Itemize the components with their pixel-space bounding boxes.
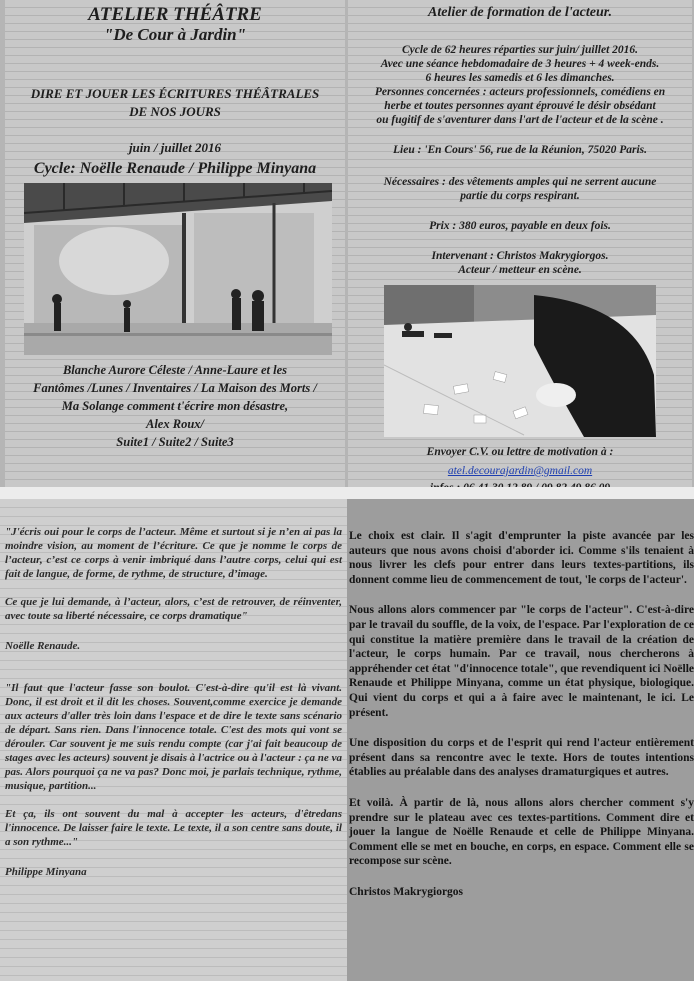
- intent-paragraph-1: Le choix est clair. Il s'agit d'emprunter la piste avancée par les auteurs que nous avons choisi d'aborder ici. Comme s'ils tenaient à nous livrer les clefs pour entrer dans leurs textes-partitions, ils donnent comme lieu de commencement de tout, 'le corps de l'acteur'.: [349, 530, 694, 586]
- intent-signature: Christos Makrygiorgos: [349, 885, 464, 898]
- intent-paragraph-2: Nous allons alors commencer par "le corps de l'acteur". C'est-à-dire par le travail du souffle, de la voix, de l'espace. Par l'exploration de ce qui constitue la matière première dans le travail de la création de l'acteur, le corps humain. Par ce travail, nous chercherons à appréhender cet état "d'innocence totale", que revendiquent ici Noëlle Renaude et Philippe Minyana, comme un état physique, biologique. Qui vient du corps et qui a à faire avec le maintenant, le ici. Le présent.: [349, 604, 694, 719]
- quotes-panel: [0, 499, 347, 981]
- heading-line-1: DIRE ET JOUER LES ÉCRITURES THÉÂTRALES: [30, 86, 320, 101]
- intent-paragraph-4: Et voilà. À partir de là, nous allons alors chercher comment s'y prendre sur le plateau avec ces textes-partitions. Comment dire et jouer la langue de Noëlle Renaude et celle de Philippe Minyana. Comment elle se met en bouche, en corps, en espace. Comment elle se recompose sur scène.: [349, 796, 694, 868]
- persons-line: Personnes concernées : acteurs professionnels, comédiens en: [374, 86, 666, 98]
- actors-floor-illustration: [384, 285, 656, 437]
- requirements-line: partie du corps respirant.: [460, 190, 580, 202]
- plays-line: Ma Solange comment t'écrire mon désastre,: [61, 399, 289, 413]
- minyana-quote-2: Et ça, ils ont souvent du mal à accepter les acteurs, d'êtredans l'innocence. De laisser faire le texte. Le texte, il a son centre sans doute, il a son rythme...": [5, 808, 342, 848]
- rehearsal-room-photo: [24, 183, 332, 355]
- renaude-quote-2: Ce que je lui demande, à l’acteur, alors, c’est de retrouver, de réinventer, avec toute sa liberté nécessaire, ce corps dramatique": [5, 596, 342, 622]
- contact-email-wrapper: [356, 461, 684, 479]
- intent-panel: [347, 499, 694, 981]
- instructor-info: [356, 249, 684, 277]
- date-line: juin / juillet 2016: [128, 140, 222, 155]
- intent-paragraph-3: Une disposition du corps et de l'esprit qui rend l'acteur entièrement présent dans sa rencontre avec le texte. Hors de toutes intentions établies au préalable dans des analyses dramaturgiques et autres.: [349, 737, 694, 779]
- plays-line: Fantômes /Lunes / Inventaires / La Maison des Morts /: [33, 381, 317, 395]
- location-info: Lieu : 'En Cours' 56, rue de la Réunion, 75020 Paris.: [393, 144, 647, 156]
- renaude-author: Noëlle Renaude.: [5, 640, 81, 652]
- plays-line: Blanche Aurore Céleste / Anne-Laure et les: [62, 363, 288, 377]
- heading-line-2: DE NOS JOURS: [129, 104, 221, 119]
- persons-line: herbe et toutes personnes ayant éprouvé le désir obsédant: [384, 100, 656, 112]
- cycle-authors: Cycle: Noëlle Renaude / Philippe Minyana: [33, 160, 317, 177]
- instructor-line: Acteur / metteur en scène.: [458, 264, 582, 276]
- cycle-line: 6 heures les samedis et 6 les dimanches.: [425, 72, 615, 84]
- page-divider: [0, 487, 694, 499]
- minyana-author: Philippe Minyana: [5, 866, 87, 878]
- minyana-quote-1: "Il faut que l'acteur fasse son boulot. C'est-à-dire qu'il est là vivant. Donc, il est droit et il dit les choses. Souvent,comme exercice je demande aux acteurs d'aller très loin dans l'espace et de dire le texte sans scénario de départ. Sans rien. Dans l'innocence totale. C'est des mots qui vont se dérouler. Car souvent je me suis rendu compte (car j'ai fait beaucoup de stages avec les acteurs) souvent je disais à l'actrice ou à l'acteur : ça ne va pas. Alors pourquoi ça ne va pas? Donc moi, je parlais technique, rythme, musique, partition...: [5, 682, 342, 792]
- contact-email-link[interactable]: atel.decourajardin@gmail.com: [447, 465, 593, 477]
- persons-info: [356, 85, 684, 127]
- actors-floor-photo: [384, 285, 656, 437]
- cycle-line: Avec une séance hebdomadaire de 3 heures + 4 week-ends.: [380, 58, 660, 70]
- rehearsal-room-illustration: [24, 183, 332, 355]
- persons-line: ou fugitif de s'aventurer dans l'art de l'acteur et de la scène .: [376, 114, 664, 126]
- formation-title: Atelier de formation de l'acteur.: [428, 5, 612, 20]
- atelier-title: ATELIER THÉÂTRE: [88, 4, 262, 25]
- renaude-quote-1: "J'écris oui pour le corps de l’acteur. Même et surtout si je n’en ai pas la moindre vision, au moment de l’écriture. Ce que je nomme le corps de l’acteur, c’est ce corps à venir imbriqué dans l’autre corps, celui qui est fait de langue, de forme, de rythme, de structure, d’image.: [5, 526, 342, 580]
- flyer-left-panel: [5, 0, 345, 487]
- cycle-info: [356, 43, 684, 85]
- plays-line: Suite1 / Suite2 / Suite3: [116, 435, 234, 449]
- flyer-right-panel: [348, 0, 692, 487]
- price-info: Prix : 380 euros, payable en deux fois.: [429, 220, 611, 232]
- requirements-line: Nécessaires : des vêtements amples qui ne serrent aucune: [383, 176, 657, 188]
- send-cv-info: Envoyer C.V. ou lettre de motivation à :: [426, 446, 614, 458]
- instructor-line: Intervenant : Christos Makrygiorgos.: [431, 250, 609, 262]
- plays-line: Alex Roux/: [146, 417, 204, 431]
- requirements-info: [356, 175, 684, 203]
- atelier-subtitle: "De Cour à Jardin": [103, 25, 247, 44]
- cycle-line: Cycle de 62 heures réparties sur juin/ juillet 2016.: [401, 44, 639, 56]
- plays-list: [13, 361, 337, 451]
